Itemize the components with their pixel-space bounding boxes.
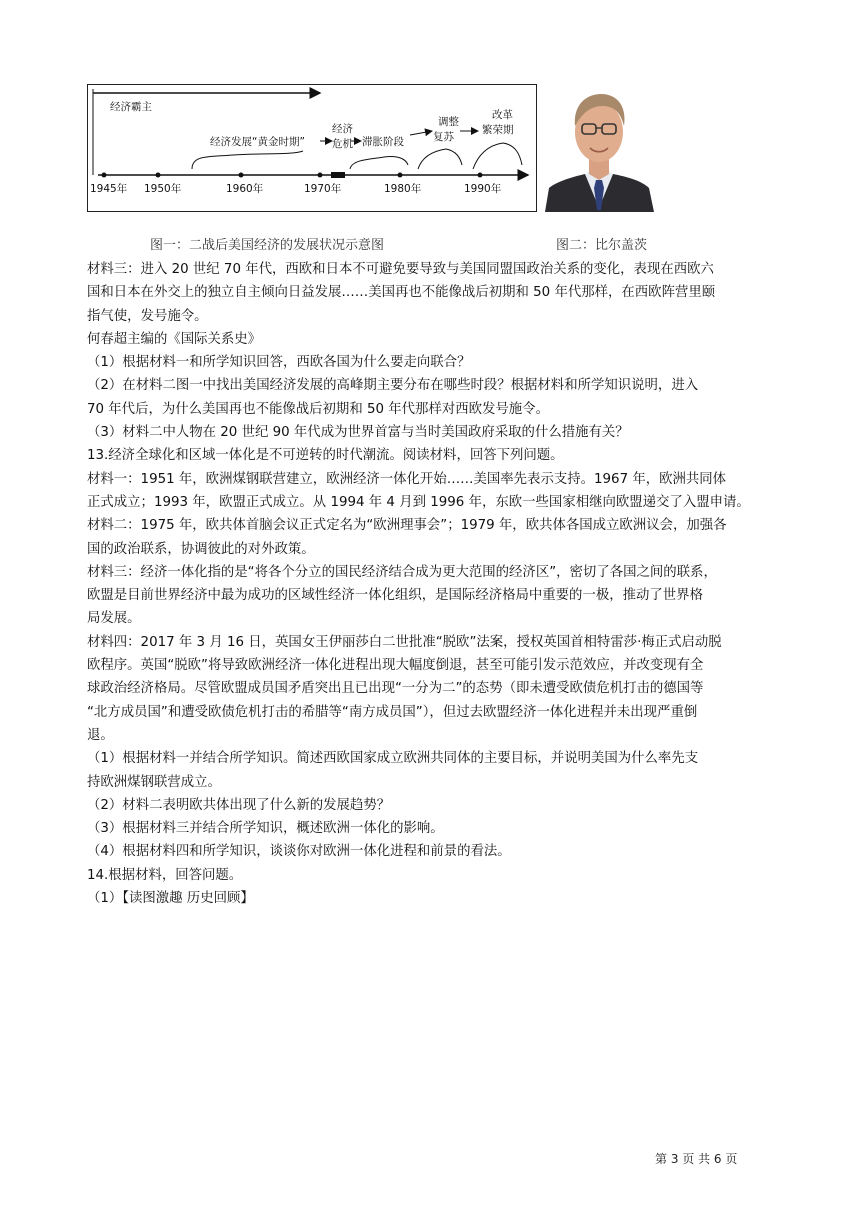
text-line: 国和日本在外交上的独立自主倾向日益发展……美国再也不能像战后初期和 50 年代那样，在西欧阵营里颐	[87, 285, 716, 301]
text-line: 欧盟是目前世界经济中最为成功的区域性经济一体化组织，是国际经济格局中重要的一极，推动了世界格	[87, 588, 703, 604]
tick-1980	[398, 173, 403, 178]
question-line: （3）根据材料三并结合所学知识，概述欧洲一体化的影响。	[87, 821, 444, 837]
text-line: 何春超主编的《国际关系史》	[87, 331, 262, 347]
stage-reform-line1: 改革	[492, 109, 513, 121]
year-1950: 1950年	[144, 183, 182, 195]
question-line: （3）材料二中人物在 20 世纪 90 年代成为世界首富与当时美国政府采取的什么措施有关？	[87, 425, 629, 441]
question-line: （2）材料二表明欧共体出现了什么新的发展趋势？	[87, 797, 391, 813]
tick-1950	[156, 173, 161, 178]
year-1945: 1945年	[90, 183, 128, 195]
arrow-to-adjust	[410, 131, 432, 135]
stage-reform-line2: 繁荣期	[482, 124, 514, 136]
portrait-illustration	[545, 84, 654, 212]
text-line: 退。	[87, 727, 114, 743]
document-body	[87, 258, 777, 910]
question-line: （1）【读图激趣 历史回顾】	[87, 891, 254, 907]
text-line: 材料一：1951 年，欧洲煤钢联营建立，欧洲经济一体化开始……美国率先表示支持。1967 年，欧洲共同体	[87, 471, 727, 487]
us-economy-timeline-figure	[87, 84, 537, 212]
text-line: 球政治经济格局。尽管欧盟成员国矛盾突出且已出现“一分为二”的态势（即未遭受欧债危机打击的德国等	[87, 681, 704, 697]
brace-adjust	[418, 149, 462, 169]
tick-1960	[239, 173, 244, 178]
figure1-caption: 图一：二战后美国经济的发展状况示意图	[150, 238, 385, 253]
question-line: （1）根据材料一和所学知识回答，西欧各国为什么要走向联合？	[87, 355, 471, 371]
year-1960: 1960年	[226, 183, 264, 195]
text-line: 材料二：1975 年，欧共体首脑会议正式定名为“欧洲理事会”；1979 年，欧共体各国成立欧洲议会，加强各	[87, 518, 727, 534]
year-1980: 1980年	[384, 183, 422, 195]
crisis-block	[331, 172, 345, 178]
question-line: （2）在材料二图一中找出美国经济发展的高峰期主要分布在哪些时段？根据材料和所学知识说明，进入	[87, 378, 699, 394]
brace-stagnation	[350, 156, 408, 169]
text-line: “北方成员国”和遭受欧债危机打击的希腊等“南方成员国”），但过去欧盟经济一体化进程并未出现严重倒	[87, 704, 698, 720]
portrait-photo	[545, 84, 654, 212]
year-1990: 1990年	[464, 183, 502, 195]
tick-1945	[102, 173, 107, 178]
page-footer: 第 3 页 共 6 页	[655, 1152, 738, 1166]
timeline-diagram	[88, 85, 538, 213]
text-line: 材料三：经济一体化指的是“将各个分立的国民经济结合成为更大范围的经济区”，密切了各国之间的联系，	[87, 564, 717, 580]
text-line: 欧程序。英国“脱欧”将导致欧洲经济一体化进程出现大幅度倒退，甚至可能引发示范效应，并改变现有全	[87, 658, 704, 674]
question-line: （1）根据材料一并结合所学知识。简述西欧国家成立欧洲共同体的主要目标，并说明美国为什么率先支	[87, 751, 699, 767]
tick-1990	[478, 173, 483, 178]
text-line: 持欧洲煤钢联营成立。	[87, 774, 221, 790]
label-economic-hegemony: 经济霸主	[110, 101, 152, 113]
text-line: 材料四：2017 年 3 月 16 日，英国女王伊丽莎白二世批准“脱欧”法案，授权英国首相特雷莎·梅正式启动脱	[87, 634, 722, 650]
stage-golden-period: 经济发展“黄金时期”	[210, 136, 305, 148]
text-line: 指气使，发号施令。	[87, 308, 208, 324]
year-1970: 1970年	[304, 183, 342, 195]
text-line: 70 年代后，为什么美国再也不能像战后初期和 50 年代那样对西欧发号施令。	[87, 401, 549, 417]
question-line: （4）根据材料四和所学知识，谈谈你对欧洲一体化进程和前景的看法。	[87, 844, 511, 860]
brace-reform	[473, 143, 522, 169]
figure2-caption: 图二：比尔盖茨	[556, 238, 648, 253]
tick-1970	[318, 173, 323, 178]
text-line: 国的政治联系，协调彼此的对外政策。	[87, 541, 315, 557]
stage-adjust-line1: 调整	[438, 116, 459, 128]
question-heading: 14.根据材料，回答问题。	[87, 867, 243, 883]
brace-golden	[192, 151, 303, 169]
text-line: 材料三：进入 20 世纪 70 年代，西欧和日本不可避免要导致与美国同盟国政治关系的变化，表现在西欧六	[87, 262, 714, 277]
question-heading: 13.经济全球化和区域一体化是不可逆转的时代潮流。阅读材料，回答下列问题。	[87, 448, 564, 464]
stage-stagnation: 滞胀阶段	[362, 136, 404, 148]
stage-crisis-line1: 经济	[332, 123, 353, 135]
text-line: 正式成立；1993 年，欧盟正式成立。从 1994 年 4 月到 1996 年，东欧一些国家相继向欧盟递交了入盟申请。	[87, 494, 750, 510]
text-line: 局发展。	[87, 611, 141, 627]
stage-crisis-line2: 危机	[332, 138, 353, 150]
stage-adjust-line2: 复苏	[433, 131, 454, 143]
